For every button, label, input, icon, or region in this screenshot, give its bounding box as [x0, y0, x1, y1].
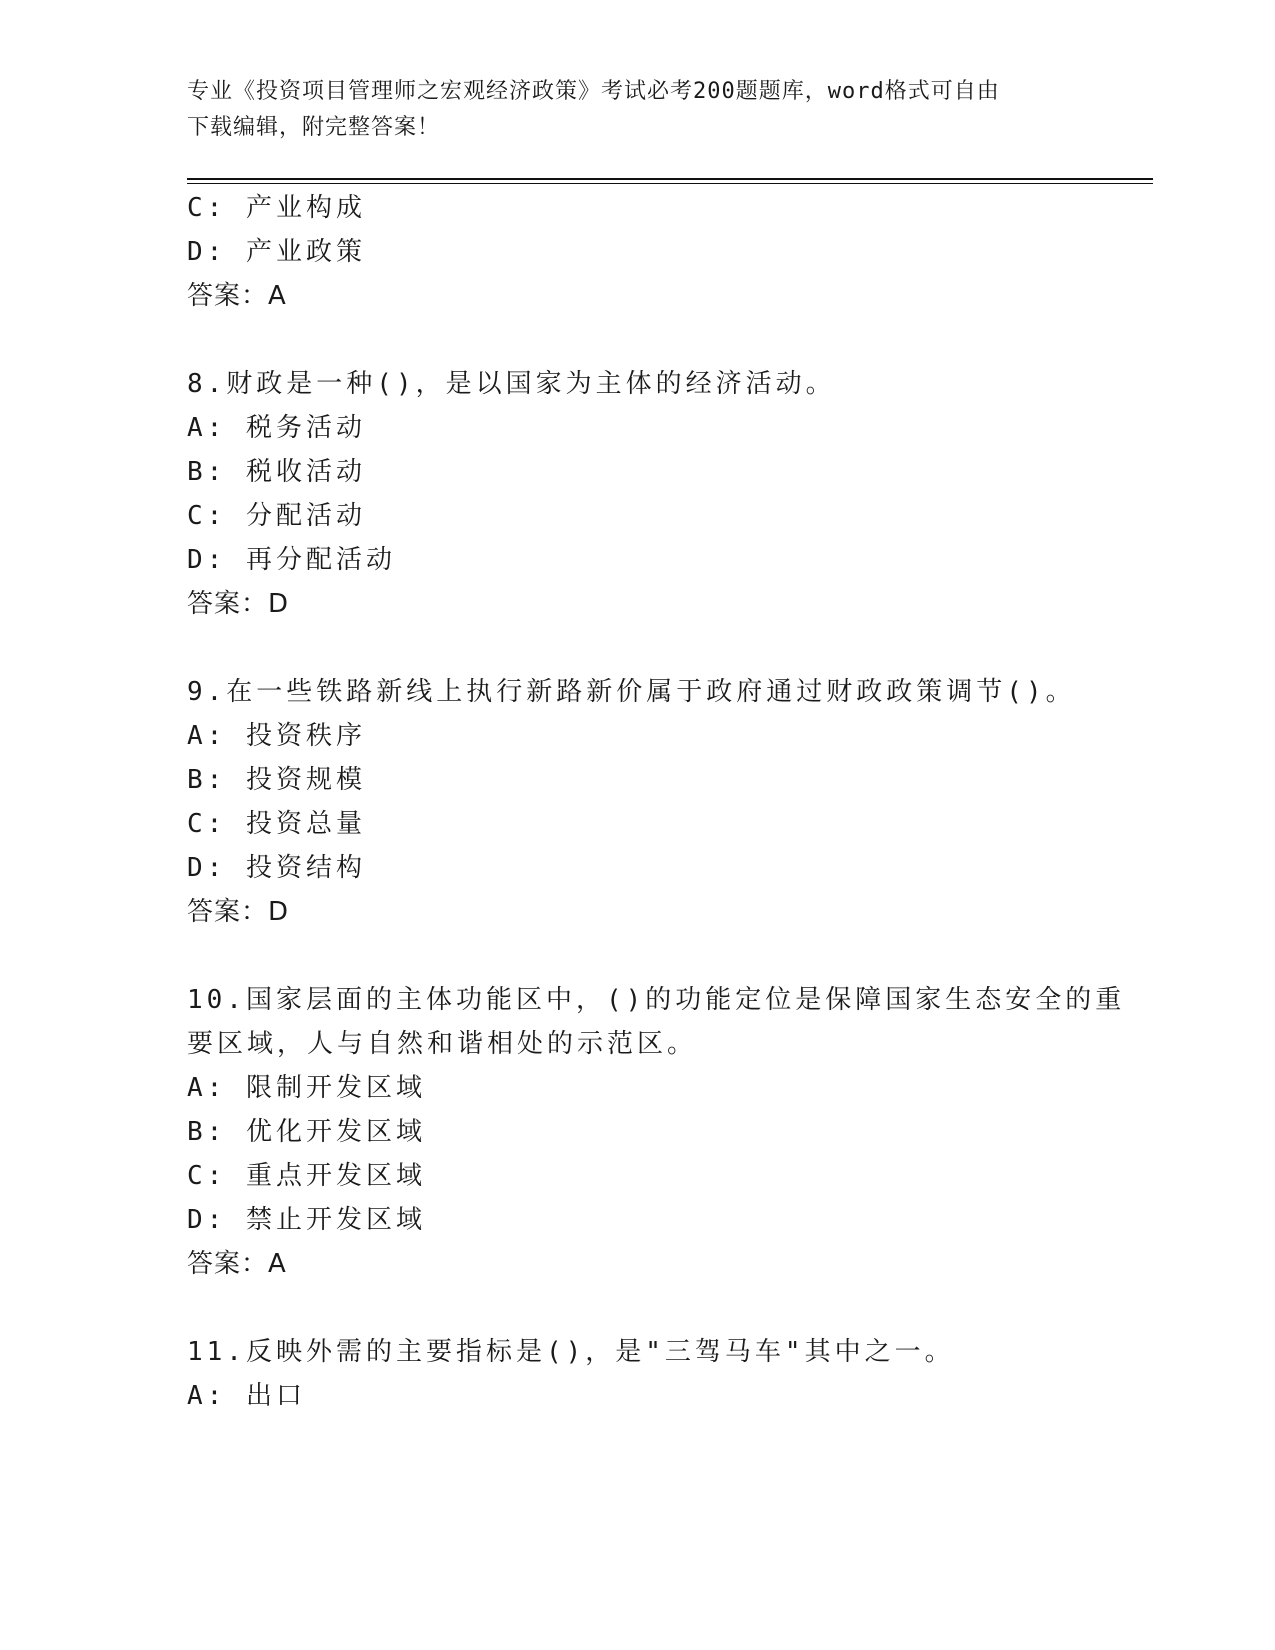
q7-option-c: C: 产业构成 — [187, 193, 366, 223]
q11-stem: 11.反映外需的主要指标是()，是"三驾马车"其中之一。 — [187, 1337, 955, 1367]
q9-option-d: D: 投资结构 — [187, 853, 366, 883]
q10-stem-line-1: 10.国家层面的主体功能区中，()的功能定位是保障国家生态安全的重 — [187, 985, 1126, 1015]
q10-option-b: B: 优化开发区域 — [187, 1117, 426, 1147]
q8-option-b: B: 税收活动 — [187, 457, 366, 487]
q9-stem: 9.在一些铁路新线上执行新路新价属于政府通过财政政策调节()。 — [187, 677, 1076, 707]
q8-answer: 答案：D — [187, 589, 290, 619]
q8-option-c: C: 分配活动 — [187, 501, 366, 531]
q8-option-a: A: 税务活动 — [187, 413, 366, 443]
q9-answer: 答案：D — [187, 897, 290, 927]
q8-option-d: D: 再分配活动 — [187, 545, 396, 575]
document-header — [187, 74, 1087, 146]
q7-answer: 答案：A — [187, 281, 287, 311]
q8-stem: 8.财政是一种()，是以国家为主体的经济活动。 — [187, 369, 836, 399]
q9-option-b: B: 投资规模 — [187, 765, 366, 795]
q7-option-d: D: 产业政策 — [187, 237, 366, 267]
q9-option-a: A: 投资秩序 — [187, 721, 366, 751]
q10-option-c: C: 重点开发区域 — [187, 1161, 426, 1191]
q10-option-d: D: 禁止开发区域 — [187, 1205, 426, 1235]
q11-option-a: A: 出口 — [187, 1381, 306, 1411]
q10-option-a: A: 限制开发区域 — [187, 1073, 426, 1103]
header-divider-thick — [187, 178, 1153, 180]
q10-stem-line-2: 要区域，人与自然和谐相处的示范区。 — [187, 1029, 698, 1059]
q10-answer: 答案：A — [187, 1249, 287, 1279]
header-divider-thin — [187, 183, 1153, 184]
header-line-2: 下载编辑，附完整答案！ — [187, 115, 441, 140]
q9-option-c: C: 投资总量 — [187, 809, 366, 839]
header-line-1: 专业《投资项目管理师之宏观经济政策》考试必考200题题库，word格式可自由 — [187, 79, 1000, 104]
